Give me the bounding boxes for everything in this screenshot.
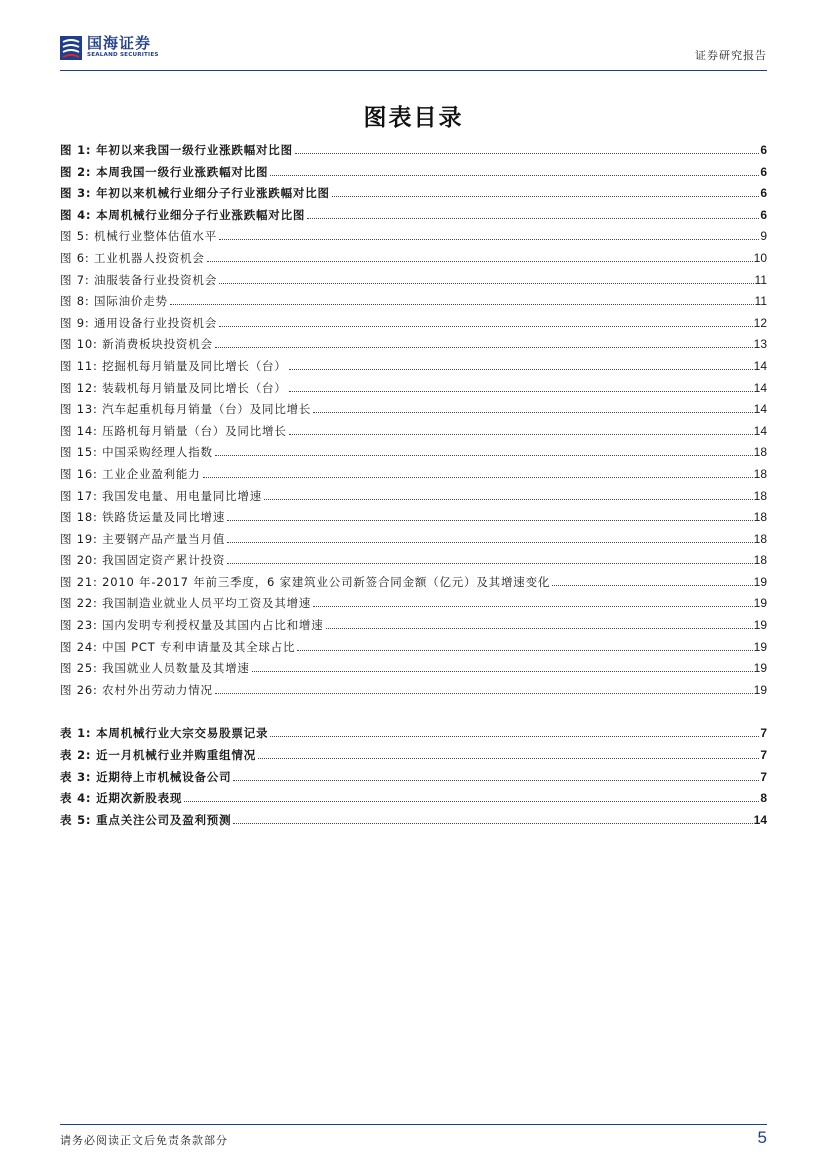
- toc-table-entry[interactable]: [60, 723, 767, 745]
- toc-figure-entry-label: 图 23: 国内发明专利授权量及其国内占比和增速: [60, 618, 324, 633]
- toc-figure-entry-page: 18: [753, 445, 767, 460]
- dot-leader: [207, 261, 753, 262]
- toc-figure-entry-page: 6: [760, 143, 767, 157]
- dot-leader: [313, 412, 752, 413]
- toc-figure-entry-label: 图 25: 我国就业人员数量及其增速: [60, 661, 250, 676]
- toc-table-entry-label: 表 1: 本周机械行业大宗交易股票记录: [60, 726, 269, 741]
- toc-figure-entry[interactable]: [60, 593, 767, 615]
- dot-leader: [203, 477, 753, 478]
- dot-leader: [233, 823, 752, 824]
- toc-figure-entry-label: 图 13: 汽车起重机每月销量（台）及同比增长: [60, 402, 312, 417]
- toc-figure-entry-label: 图 4: 本周机械行业细分子行业涨跌幅对比图: [60, 207, 306, 222]
- toc-figure-entry-page: 6: [760, 186, 767, 201]
- company-logo: [60, 34, 159, 64]
- toc-figure-entry[interactable]: [60, 205, 767, 227]
- toc-figure-entry-label: 图 19: 主要钢产品产量当月值: [60, 531, 226, 546]
- dot-leader: [332, 196, 760, 197]
- toc-figure-entry-label: 图 2: 本周我国一级行业涨跌幅对比图: [60, 164, 269, 179]
- toc-figure-entry-page: 6: [760, 164, 767, 179]
- logo-english-name: SEALAND SECURITIES: [87, 52, 159, 58]
- toc-table-entry-label: 表 3: 近期待上市机械设备公司: [60, 769, 232, 784]
- dot-leader: [264, 499, 753, 500]
- dot-leader: [215, 347, 753, 348]
- dot-leader: [227, 520, 753, 521]
- disclaimer-note: 请务必阅读正文后免责条款部分: [60, 1134, 228, 1147]
- toc-figure-entry-label: 图 17: 我国发电量、用电量同比增速: [60, 488, 263, 503]
- toc-figure-entry-label: 图 10: 新消费板块投资机会: [60, 337, 213, 352]
- dot-leader: [289, 369, 753, 370]
- dot-leader: [297, 650, 752, 651]
- toc-table-entry-page: 8: [760, 791, 767, 806]
- toc-figure-entry[interactable]: [60, 162, 767, 184]
- dot-leader: [289, 391, 753, 392]
- toc-figure-entry-page: 6: [760, 207, 767, 222]
- dot-leader: [552, 585, 752, 586]
- toc-figure-entry-page: 18: [753, 488, 767, 503]
- toc-figure-entry[interactable]: [60, 378, 767, 400]
- toc-figure-entry-label: 图 21: 2010 年-2017 年前三季度，6 家建筑业公司新签合同金额（亿元）及其增速变化: [60, 574, 551, 589]
- dot-leader: [219, 239, 759, 240]
- toc-table-entry-page: 14: [753, 812, 767, 827]
- toc-figure-entry-page: 10: [753, 250, 767, 265]
- toc-figure-entry[interactable]: [60, 680, 767, 702]
- toc-figure-entry-page: 9: [760, 229, 767, 244]
- toc-table-entry-label: 表 2: 近一月机械行业并购重组情况: [60, 748, 257, 763]
- toc-figure-entry-label: 图 15: 中国采购经理人指数: [60, 445, 213, 460]
- toc-figure-entry[interactable]: [60, 140, 767, 162]
- dot-leader: [313, 606, 752, 607]
- toc-figure-entry[interactable]: [60, 637, 767, 659]
- toc-figure-entry-page: 19: [753, 574, 767, 589]
- toc-figure-entry-page: 11: [754, 294, 767, 309]
- toc-figure-entry[interactable]: [60, 442, 767, 464]
- toc-table-entry[interactable]: [60, 788, 767, 810]
- toc-figure-entry[interactable]: [60, 615, 767, 637]
- page-header: [60, 34, 767, 70]
- toc-figure-entry-label: 图 14: 压路机每月销量（台）及同比增长: [60, 423, 287, 438]
- dot-leader: [270, 175, 759, 176]
- toc-figure-entry[interactable]: [60, 291, 767, 313]
- toc-figure-entry-label: 图 16: 工业企业盈利能力: [60, 466, 201, 481]
- dot-leader: [215, 455, 753, 456]
- toc-figure-entry-page: 14: [753, 358, 767, 373]
- toc-figure-entry-page: 19: [753, 639, 767, 654]
- toc-figure-entry-label: 图 20: 我国固定资产累计投资: [60, 553, 226, 568]
- toc-figure-entry-label: 图 9: 通用设备行业投资机会: [60, 315, 218, 330]
- toc-figure-entry-label: 图 5: 机械行业整体估值水平: [60, 229, 218, 244]
- toc-figure-entry-label: 图 12: 装载机每月销量及同比增长（台）: [60, 380, 287, 395]
- dot-leader: [233, 780, 759, 781]
- toc-table-entry-label: 表 5: 重点关注公司及盈利预测: [60, 812, 232, 827]
- dot-leader: [295, 153, 759, 154]
- figure-list: [60, 140, 767, 701]
- dot-leader: [227, 563, 753, 564]
- dot-leader: [307, 218, 759, 219]
- toc-title: 图表目录: [363, 104, 464, 131]
- toc-figure-entry-label: 图 18: 铁路货运量及同比增速: [60, 510, 226, 525]
- toc-figure-entry-page: 18: [753, 553, 767, 568]
- dot-leader: [252, 671, 753, 672]
- sealand-logo-icon: [60, 36, 82, 60]
- table-list: [60, 723, 767, 831]
- toc-figure-entry-label: 图 24: 中国 PCT 专利申请量及其全球占比: [60, 639, 296, 654]
- toc-figure-entry[interactable]: [60, 421, 767, 443]
- toc-figure-entry[interactable]: [60, 572, 767, 594]
- toc-figure-entry[interactable]: [60, 356, 767, 378]
- toc-figure-entry-page: 19: [753, 618, 767, 633]
- toc-figure-entry[interactable]: [60, 226, 767, 248]
- toc-table-entry[interactable]: [60, 810, 767, 832]
- toc-figure-entry-label: 图 22: 我国制造业就业人员平均工资及其增速: [60, 596, 312, 611]
- toc-figure-entry-page: 19: [753, 661, 767, 676]
- toc-figure-entry-page: 19: [753, 682, 767, 697]
- toc-figure-entry-label: 图 6: 工业机器人投资机会: [60, 250, 205, 265]
- toc-figure-entry-label: 图 7: 油服装备行业投资机会: [60, 272, 218, 287]
- dot-leader: [258, 758, 759, 759]
- toc-figure-entry[interactable]: [60, 550, 767, 572]
- dot-leader: [184, 801, 759, 802]
- logo-chinese-name: 国海证券: [87, 34, 152, 52]
- toc-figure-entry-page: 12: [753, 315, 767, 330]
- toc-figure-entry-label: 图 11: 挖掘机每月销量及同比增长（台）: [60, 358, 287, 373]
- dot-leader: [289, 434, 753, 435]
- toc-figure-entry[interactable]: [60, 486, 767, 508]
- toc-figure-entry-page: 18: [753, 531, 767, 546]
- dot-leader: [219, 283, 754, 284]
- toc-table-entry-page: 7: [760, 769, 767, 784]
- toc-figure-entry[interactable]: [60, 248, 767, 270]
- toc-figure-entry[interactable]: [60, 464, 767, 486]
- toc-table-entry-page: 7: [760, 726, 767, 741]
- toc-figure-entry-page: 19: [753, 596, 767, 611]
- toc-figure-entry-page: 14: [753, 402, 767, 417]
- toc-figure-entry-label: 图 8: 国际油价走势: [60, 294, 168, 309]
- dot-leader: [219, 326, 753, 327]
- toc-figure-entry[interactable]: [60, 183, 767, 205]
- page-number: 5: [757, 1128, 767, 1147]
- dot-leader: [170, 304, 754, 305]
- toc-figure-entry-label: 图 26: 农村外出劳动力情况: [60, 682, 213, 697]
- dot-leader: [215, 693, 753, 694]
- dot-leader: [326, 628, 753, 629]
- toc-figure-entry-label: 图 1: 年初以来我国一级行业涨跌幅对比图: [60, 143, 293, 157]
- toc-figure-entry[interactable]: [60, 399, 767, 421]
- header-divider: [60, 70, 767, 71]
- toc-table-entry[interactable]: [60, 745, 767, 767]
- toc-table-entry-page: 7: [760, 748, 767, 763]
- table-of-contents: [60, 140, 767, 831]
- toc-figure-entry-page: 18: [753, 510, 767, 525]
- dot-leader: [270, 736, 759, 737]
- toc-figure-entry-page: 11: [754, 272, 767, 287]
- toc-figure-entry[interactable]: [60, 658, 767, 680]
- toc-figure-entry-label: 图 3: 年初以来机械行业细分子行业涨跌幅对比图: [60, 186, 330, 201]
- report-type-label: 证券研究报告: [695, 49, 767, 62]
- toc-figure-entry[interactable]: [60, 529, 767, 551]
- toc-figure-entry[interactable]: [60, 334, 767, 356]
- toc-figure-entry-page: 14: [753, 380, 767, 395]
- toc-table-entry-label: 表 4: 近期次新股表现: [60, 791, 183, 806]
- toc-figure-entry-page: 13: [753, 337, 767, 352]
- toc-table-entry[interactable]: [60, 767, 767, 789]
- toc-figure-entry-page: 14: [753, 423, 767, 438]
- footer-divider: [60, 1124, 767, 1125]
- toc-figure-entry[interactable]: [60, 270, 767, 292]
- toc-figure-entry-page: 18: [753, 466, 767, 481]
- dot-leader: [227, 542, 753, 543]
- toc-figure-entry[interactable]: [60, 507, 767, 529]
- toc-figure-entry[interactable]: [60, 313, 767, 335]
